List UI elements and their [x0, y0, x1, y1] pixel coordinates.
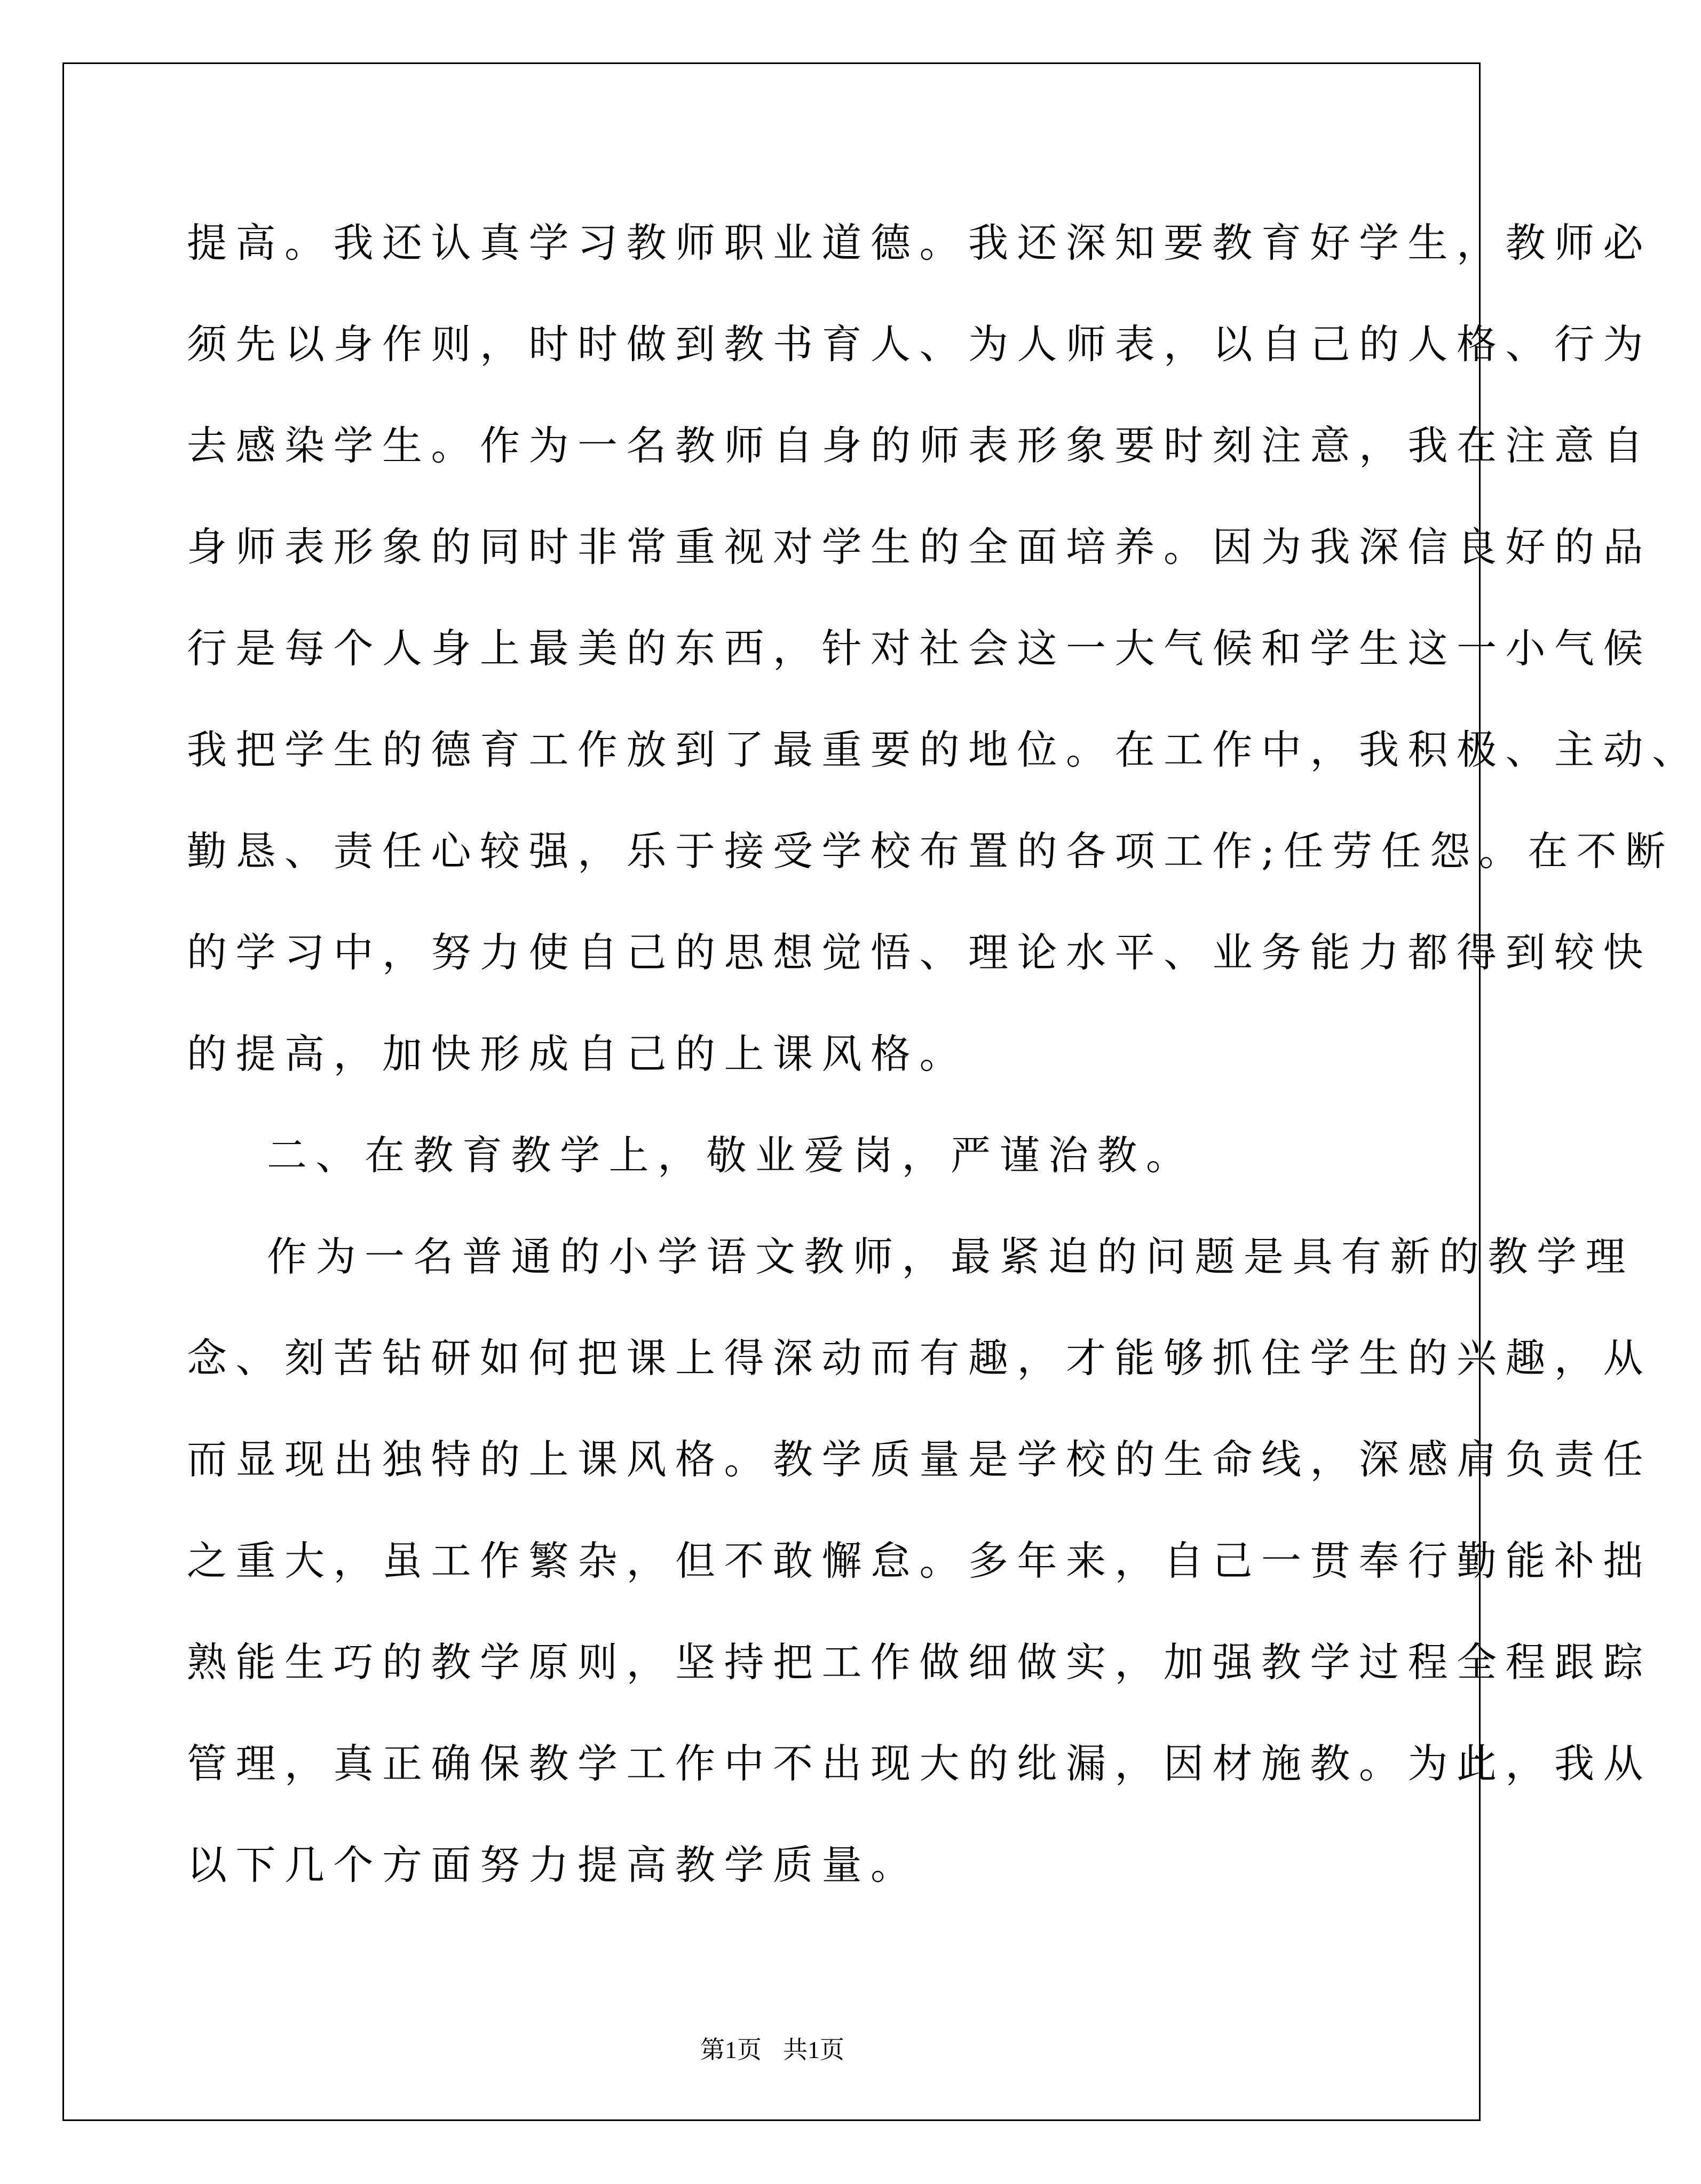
text-line: 念、刻苦钻研如何把课上得深动而有趣，才能够抓住学生的兴趣，从 [187, 1335, 1652, 1381]
text-line: 的提高，加快形成自己的上课风格。 [187, 1030, 969, 1077]
text-line: 提高。我还认真学习教师职业道德。我还深知要教育好学生，教师必 [187, 219, 1652, 266]
text-line: 行是每个人身上最美的东西，针对社会这一大气候和学生这一小气候 [187, 625, 1652, 672]
text-line: 之重大，虽工作繁杂，但不敢懈怠。多年来，自己一贯奉行勤能补拙 [187, 1537, 1652, 1584]
text-line: 勤恳、责任心较强，乐于接受学校布置的各项工作;任劳任怨。在不断 [187, 828, 1674, 875]
text-line: 须先以身作则，时时做到教书育人、为人师表，以自己的人格、行为 [187, 321, 1652, 368]
text-line: 作为一名普通的小学语文教师，最紧迫的问题是具有新的教学理 [267, 1233, 1635, 1280]
text-line: 我把学生的德育工作放到了最重要的地位。在工作中，我积极、主动、 [187, 726, 1701, 773]
page-total: 共1页 [783, 2036, 844, 2063]
page-footer [0, 2030, 1545, 2066]
text-line: 去感染学生。作为一名教师自身的师表形象要时刻注意，我在注意自 [187, 422, 1652, 469]
text-line: 二、在教育教学上，敬业爱岗，严谨治教。 [267, 1132, 1195, 1179]
document-body [187, 203, 1701, 1926]
text-line: 身师表形象的同时非常重视对学生的全面培养。因为我深信良好的品 [187, 523, 1652, 570]
text-line: 熟能生巧的教学原则，坚持把工作做细做实，加强教学过程全程跟踪 [187, 1639, 1652, 1686]
text-line: 管理，真正确保教学工作中不出现大的纰漏，因材施教。为此，我从 [187, 1740, 1652, 1787]
text-line: 的学习中，努力使自己的思想觉悟、理论水平、业务能力都得到较快 [187, 929, 1652, 976]
text-line: 以下几个方面努力提高教学质量。 [187, 1841, 920, 1888]
page-number: 第1页 [700, 2036, 762, 2063]
text-line: 而显现出独特的上课风格。教学质量是学校的生命线，深感肩负责任 [187, 1436, 1652, 1483]
